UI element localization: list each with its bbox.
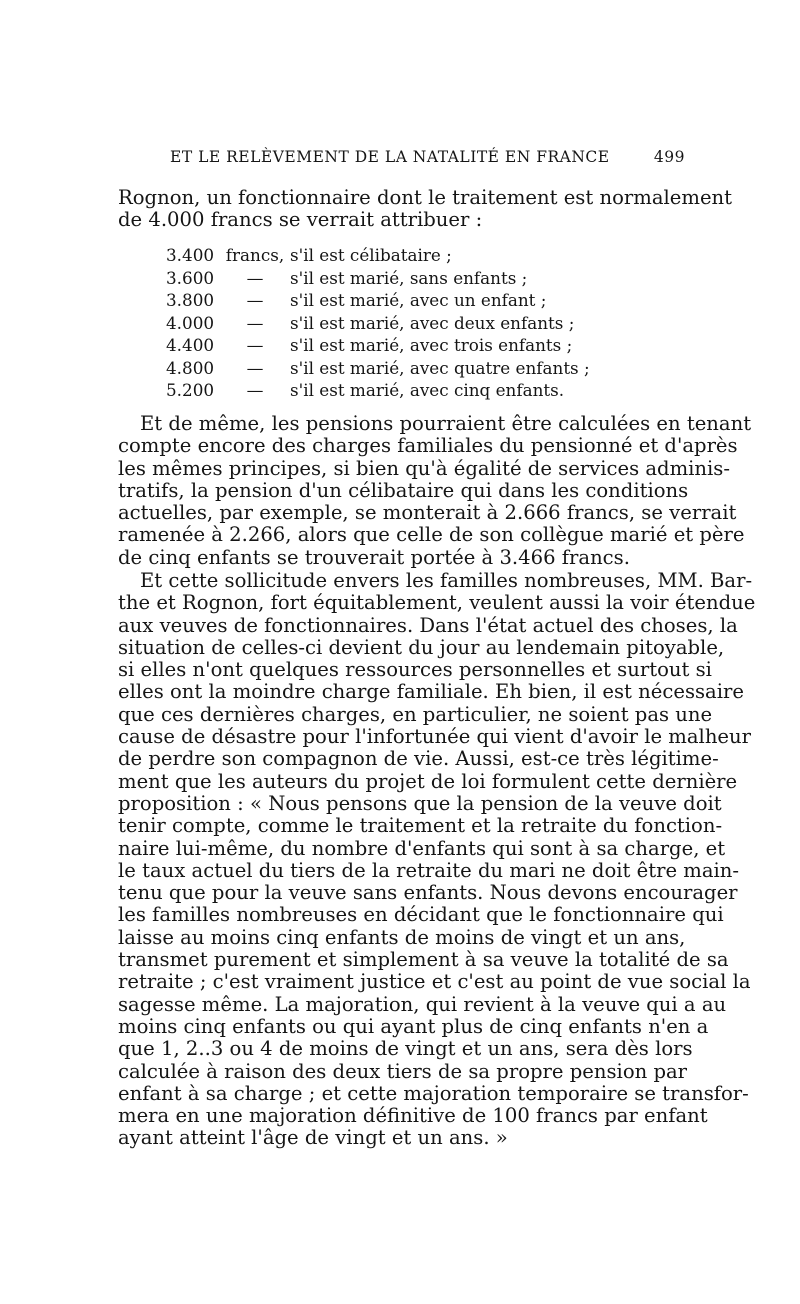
text-line: ment que les auteurs du projet de loi formulent cette dernière [118,769,738,793]
salary-row [166,244,590,267]
text-line: de perdre son compagnon de vie. Aussi, est-ce très légitime- [118,747,719,771]
header-title: ET LE RELÈVEMENT DE LA NATALITÉ EN FRANCE [170,148,610,166]
text-line: retraite ; c'est vraiment justice et c'est au point de vue social la [118,970,751,994]
text-line: aux veuves de fonctionnaires. Dans l'état actuel des choses, la [118,613,738,637]
running-header [170,148,685,166]
salary-unit: — [246,335,264,355]
text-line: tenir compte, comme le traitement et la retraite du fonction- [118,814,723,838]
salary-condition: s'il est marié, avec deux enfants ; [290,312,575,333]
salary-condition: s'il est marié, avec cinq enfants. [290,380,565,400]
widows-paragraph [118,569,756,1150]
pensions-paragraph [118,412,752,569]
salary-row [166,312,590,335]
text-line: calculée à raison des deux tiers de sa propre pension par [118,1059,688,1083]
text-line: situation de celles-ci devient du jour au lendemain pitoyable, [118,635,725,659]
intro-paragraph [118,186,733,232]
text-line: naire lui-même, du nombre d'enfants qui sont à sa charge, et [118,836,726,860]
text-line: compte encore des charges familiales du pensionné et d'après [118,434,738,458]
text-line: laisse au moins cinq enfants de moins de vingt et un ans, [118,925,686,949]
salary-unit: — [246,267,264,288]
salary-row [166,357,590,380]
salary-unit: — [246,357,264,378]
salary-condition: s'il est marié, avec trois enfants ; [290,335,573,355]
text-line: enfant à sa charge ; et cette majoration temporaire se transfor- [118,1081,749,1105]
page-number: 499 [653,148,685,166]
salary-condition: s'il est marié, avec un enfant ; [290,290,547,310]
text-line: mera en une majoration définitive de 100 francs par enfant [118,1104,708,1128]
text-line: ayant atteint l'âge de vingt et un ans. » [118,1126,508,1150]
text-line: que 1, 2..3 ou 4 de moins de vingt et un ans, sera dès lors [118,1037,693,1061]
salary-unit: — [246,312,264,333]
salary-row [166,289,590,312]
text-line: cause de désastre pour l'infortunée qui vient d'avoir le malheur [118,725,752,749]
text-line: Et de même, les pensions pourraient être calculées en tenant [140,412,752,435]
salary-row [166,379,590,402]
salary-condition: s'il est marié, avec quatre enfants ; [290,357,590,378]
salary-amount: 4.000 [166,312,215,333]
salary-condition: s'il est marié, sans enfants ; [290,267,528,288]
salary-amount: 3.600 [166,267,215,288]
text-line: le taux actuel du tiers de la retraite du mari ne doit être main- [118,858,740,882]
text-line: si elles n'ont quelques ressources personnelles et surtout si [118,658,712,682]
salary-condition: s'il est célibataire ; [290,245,452,265]
salary-row [166,267,590,290]
text-line: de 4.000 francs se verrait attribuer : [118,208,483,232]
text-line: les mêmes principes, si bien qu'à égalité de services adminis- [118,456,730,480]
salary-unit: — [246,290,264,310]
text-line: elles ont la moindre charge familiale. Eh bien, il est nécessaire [118,680,744,704]
text-line: les familles nombreuses en décidant que le fonctionnaire qui [118,903,724,927]
text-line: proposition : « Nous pensons que la pension de la veuve doit [118,791,722,815]
salary-table [166,244,590,402]
salary-unit: — [246,380,264,400]
salary-amount: 3.800 [166,290,215,310]
text-line: ramenée à 2.266, alors que celle de son collègue marié et père [118,523,745,547]
text-line: tratifs, la pension d'un célibataire qui dans les conditions [118,478,689,502]
salary-row [166,334,590,357]
text-line: que ces dernières charges, en particulier, ne soient pas une [118,702,713,726]
text-line: Et cette sollicitude envers les familles nombreuses, MM. Bar- [140,569,753,592]
salary-amount: 5.200 [166,380,215,400]
salary-unit: francs, [225,245,285,265]
text-line: Rognon, un fonctionnaire dont le traitement est normalement [118,186,733,209]
text-line: moins cinq enfants ou qui ayant plus de cinq enfants n'en a [118,1014,709,1038]
salary-amount: 4.400 [166,335,215,355]
salary-amount: 3.400 [166,245,215,265]
text-line: the et Rognon, fort équitablement, veulent aussi la voir étendue [118,591,756,615]
text-line: sagesse même. La majoration, qui revient à la veuve qui a au [118,992,727,1016]
text-line: transmet purement et simplement à sa veuve la totalité de sa [118,948,729,972]
salary-amount: 4.800 [166,357,215,378]
text-line: actuelles, par exemple, se monterait à 2.666 francs, se verrait [118,501,737,525]
text-line: tenu que pour la veuve sans enfants. Nous devons encourager [118,881,738,905]
text-line: de cinq enfants se trouverait portée à 3.466 francs. [118,545,630,569]
